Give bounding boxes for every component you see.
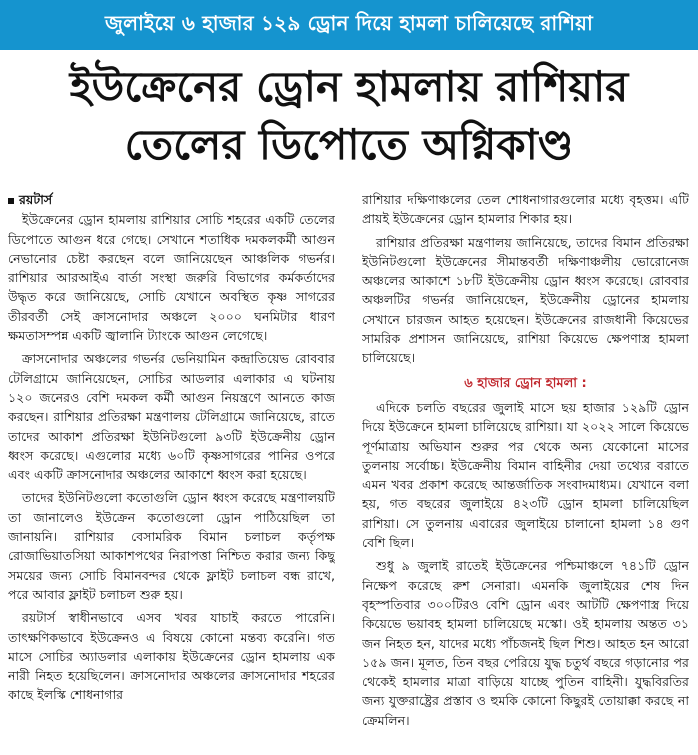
paragraph: ক্রাসনোদার অঞ্চলের গভর্নর ভেনিয়ামিন কন্দ্রাতিয়েভ রোববার টেলিগ্রামে জানিয়েছেন, সোচির আডলার এলাকার এ ঘটনায় ১২০ জনেরও বেশি দমকল কর্মী আগুন নিয়ন্ত্রণে আনতে কাজ করছেন। রাশিয়ার প্রতিরক্ষা মন্ত্রণালয় টেলিগ্রামে জানিয়েছে, রাতে তাদের আকাশ প্রতিরক্ষা ইউনিটগুলো ৯৩টি ইউক্রেনীয় ড্রোন ধ্বংস করেছে। এগুলোর মধ্যে ৬০টি কৃষ্ণসাগরের পানির ওপরে এবং একটি ক্রাসনোদার অঞ্চলের আকাশে ধ্বংস করা হয়েছে।	[8, 351, 335, 483]
paragraph: তাদের ইউনিটগুলো কতোগুলি ড্রোন ধ্বংস করেছে মন্ত্রণালয়টি তা জানালেও ইউক্রেন কতোগুলো ড্রোন পাঠিয়েছিল তা জানায়নি। রাশিয়ার বেসামরিক বিমান চলাচল কর্তৃপক্ষ রোজাভিয়াতসিয়া আকাশপথের নিরাপত্তা নিশ্চিত করার জন্য কিছু সময়ের জন্য সোচি বিমানবন্দর থেকে ফ্লাইট চলাচল বন্ধ রাখে, পরে আবার ফ্লাইট চলাচল শুরু হয়।	[8, 490, 335, 602]
paragraph: এদিকে চলতি বছরের জুলাই মাসে ছয় হাজার ১২৯টি ড্রোন দিয়ে ইউক্রেনে হামলা চালিয়েছে রাশিয়া। যা ২০২২ সালে কিয়েভে পূর্ণমাত্রায় অভিযান শুরুর পর থেকে অন্য যেকোনো মাসের তুলনায় সর্বোচ্চ। ইউক্রেনীয় বিমান বাহিনীর দেয়া তথ্যের বরাতে এমন খবর প্রকাশ করেছে আন্তর্জাতিক সংবাদমাধ্যম। যেখানে বলা হয়, গত বছরের জুলাইয়ে ৪২৩টি ড্রোন হামলা চালিয়েছিল রাশিয়া। সে তুলনায় এবারের জুলাইয়ে চালানো হামলা ১৪ গুণ বেশি ছিল।	[362, 399, 689, 551]
paragraph: শুধু ৯ জুলাই রাতেই ইউক্রেনের পশ্চিমাঞ্চলে ৭৪১টি ড্রোন নিক্ষেপ করেছে রুশ সেনারা। এমনকি জুলাইয়ের শেষ দিন বৃহস্পতিবার ৩০০টিরও বেশি ড্রোন এবং আটটি ক্ষেপণাস্ত্র দিয়ে কিয়েভে ভয়াবহ হামলা চালিয়েছে মস্কো। ওই হামলায় অন্তত ৩১ জন নিহত হন, যাদের মধ্যে পাঁচজনই ছিল শিশু। আহত হন আরো ১৫৯ জন। মূলত, তিন বছর পেরিয়ে যুদ্ধ চতুর্থ বছরে গড়ানোর পর থেকেই হামলার মাত্রা বাড়িয়ে যাচ্ছে পুতিন বাহিনী। যুদ্ধবিরতির জন্য যুক্তরাষ্ট্রের প্রস্তাব ও হুমকি কোনো কিছুরই তোয়াক্কা করছে না ক্রেমলিন।	[362, 558, 689, 728]
source-name: রয়টার্স	[19, 192, 53, 207]
paragraph: ইউক্রেনের ড্রোন হামলায় রাশিয়ার সোচি শহরের একটি তেলের ডিপোতে আগুন ধরে গেছে। সেখানে শতাধিক দমকলকর্মী আগুন নেভানোর চেষ্টা করছেন বলে জানিয়েছেন আঞ্চলিক গভর্নর। রাশিয়ার আরআইএ বার্তা সংস্থা জরুরি বিভাগের কর্মকর্তাদের উদ্ধৃত করে জানিয়েছে, সোচি যেখানে অবস্থিত কৃষ্ণ সাগরের তীরবর্তী সেই ক্রাসনোদার অঞ্চলে ২০০০ ঘনমিটার ধারণ ক্ষমতাসম্পন্ন একটি জ্বালানি ট্যাংকে আগুন লেগেছে।	[8, 212, 335, 344]
paragraph: রয়টার্স স্বাধীনভাবে এসব খবর যাচাই করতে পারেনি। তাৎক্ষণিকভাবে ইউক্রেনও এ বিষয়ে কোনো মন্তব্য করেনি। গত মাসে সোচির অ্যাডলার এলাকায় ইউক্রেনের ড্রোন হামলায় এক নারী নিহত হয়েছিলেন। ক্রাসনোদার অঞ্চলের ক্রাসনোদার শহরের কাছে ইলস্কি শোধনাগার	[8, 610, 335, 703]
subheading: ৬ হাজার ড্রোন হামলা :	[464, 375, 587, 391]
paragraph: রাশিয়ার প্রতিরক্ষা মন্ত্রণালয় জানিয়েছে, তাদের বিমান প্রতিরক্ষা ইউনিটগুলো ইউক্রেনের সীমান্তবর্তী দক্ষিণাঞ্চলীয় ভোরোনেজ অঞ্চলের আকাশে ১৮টি ইউক্রেনীয় ড্রোন ধ্বংস করেছে। রোববার অঞ্চলটির গভর্নর জানিয়েছেন, ইউক্রেনীয় ড্রোনের হামলায় সেখানে চারজন আহত হয়েছেন। ইউক্রেনের রাজধানী কিয়েভের সামরিক প্রশাসন জানিয়েছে, রাশিয়া কিয়েভে ক্ষেপণাস্ত্র হামলা চালিয়েছে।	[362, 234, 689, 366]
bullet-square-icon	[8, 198, 14, 204]
article-column-right	[362, 190, 689, 750]
source-byline	[8, 190, 335, 209]
headline	[0, 58, 698, 174]
banner-kicker	[0, 0, 698, 50]
article-column-left	[8, 190, 335, 750]
banner-text: জুলাইয়ে ৬ হাজার ১২৯ ড্রোন দিয়ে হামলা চালিয়েছে রাশিয়া	[105, 10, 593, 35]
headline-line-1: ইউক্রেনের ড্রোন হামলায় রাশিয়ার	[69, 62, 629, 111]
paragraph: রাশিয়ার দক্ষিণাঞ্চলের তেল শোধনাগারগুলোর মধ্যে বৃহত্তম। এটি প্রায়ই ইউক্রেনের ড্রোন হামলার শিকার হয়।	[362, 192, 689, 227]
headline-line-2: তেলের ডিপোতে অগ্নিকাণ্ড	[124, 120, 574, 169]
